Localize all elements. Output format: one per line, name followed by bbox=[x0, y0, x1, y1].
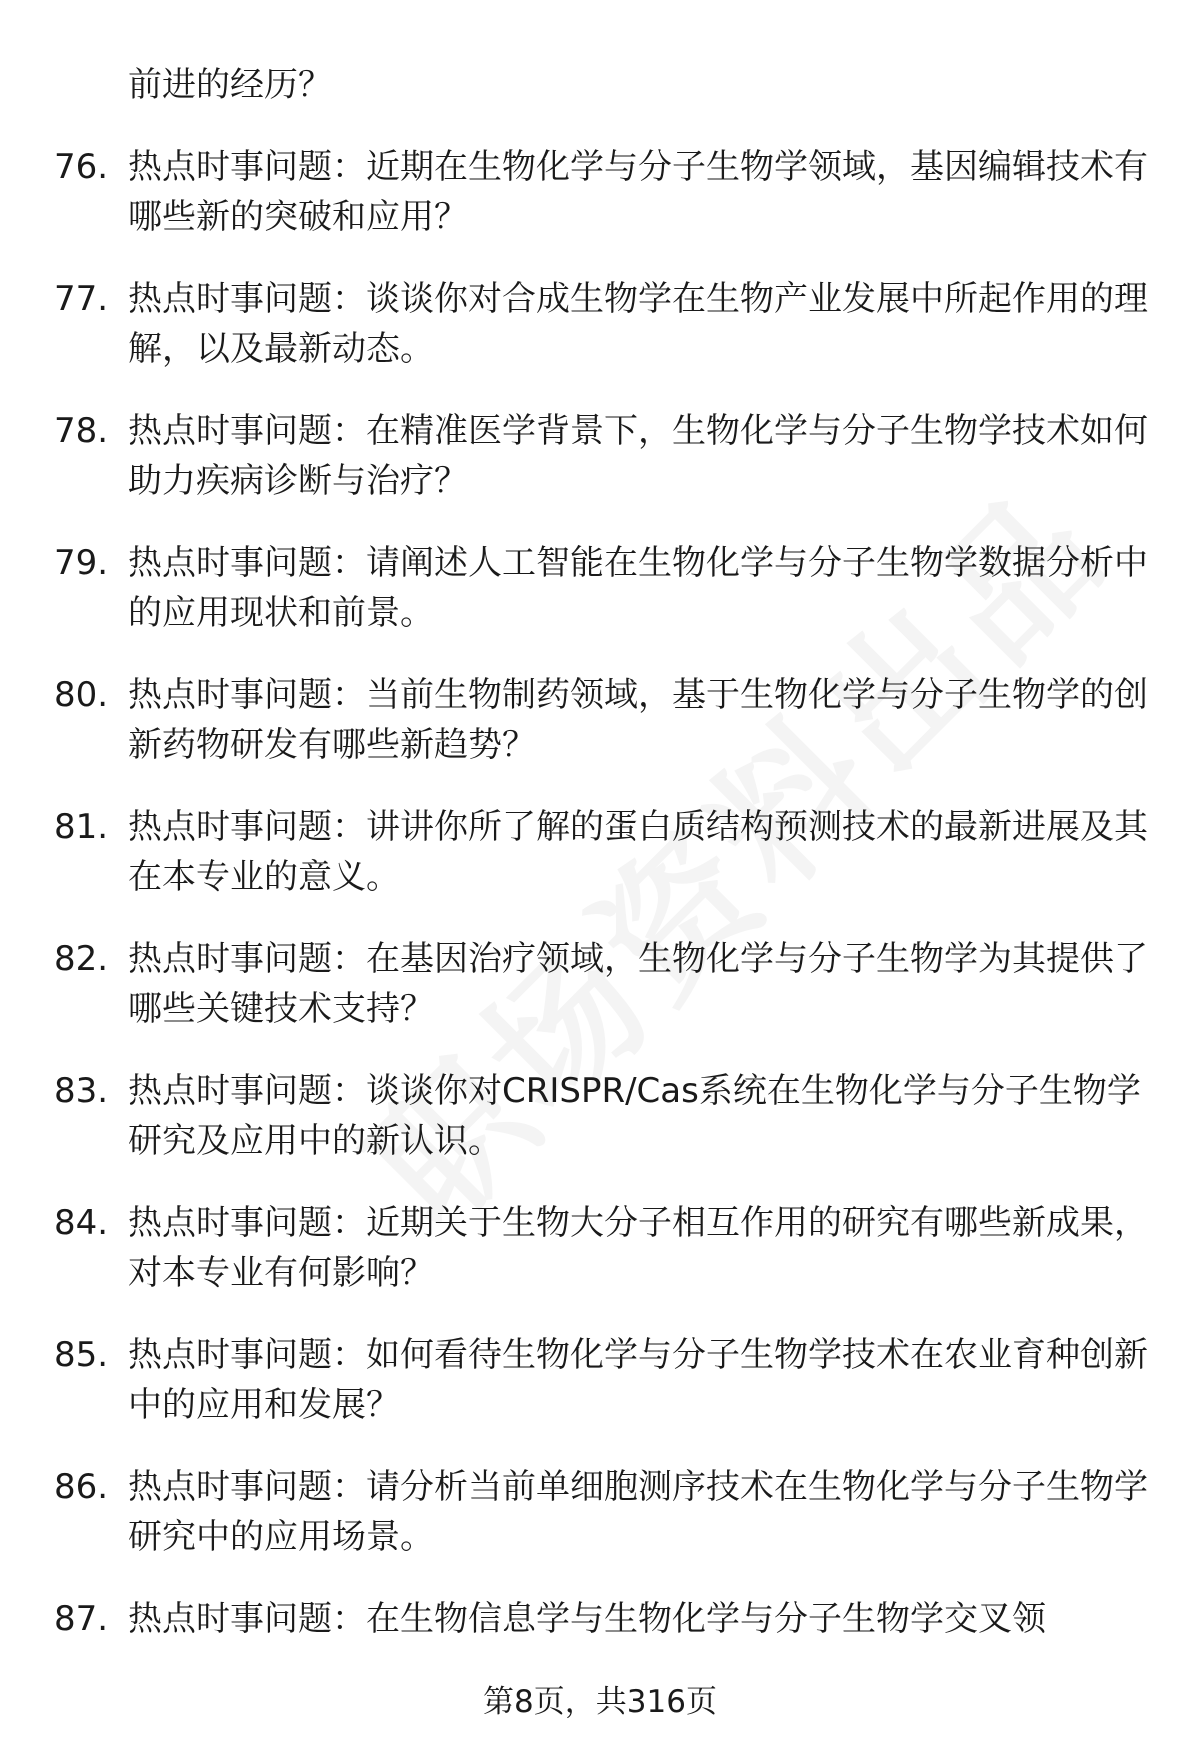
item-number: 87. bbox=[54, 1599, 109, 1639]
list-item bbox=[0, 1594, 1200, 1694]
item-number: 77. bbox=[54, 279, 109, 319]
item-text: 热点时事问题：近期在生物化学与分子生物学领域，基因编辑技术有哪些新的突破和应用？ bbox=[128, 147, 1148, 237]
page-footer: 第8页，共316页 bbox=[483, 1684, 717, 1720]
item-number: 78. bbox=[54, 411, 109, 451]
item-text: 热点时事问题：在精准医学背景下，生物化学与分子生物学技术如何助力疾病诊断与治疗？ bbox=[128, 411, 1148, 501]
item-text: 热点时事问题：请分析当前单细胞测序技术在生物化学与分子生物学研究中的应用场景。 bbox=[128, 1467, 1148, 1557]
list-item bbox=[0, 670, 1200, 770]
item-text: 热点时事问题：近期关于生物大分子相互作用的研究有哪些新成果，对本专业有何影响？ bbox=[128, 1203, 1148, 1293]
item-text: 热点时事问题：在生物信息学与生物化学与分子生物学交叉领 bbox=[128, 1599, 1046, 1639]
item-text: 热点时事问题：在基因治疗领域，生物化学与分子生物学为其提供了哪些关键技术支持？ bbox=[128, 939, 1148, 1029]
list-item bbox=[0, 934, 1200, 1034]
list-item bbox=[0, 406, 1200, 506]
item-number: 82. bbox=[54, 939, 109, 979]
list-item bbox=[0, 1066, 1200, 1166]
item-number: 76. bbox=[54, 147, 109, 187]
item-number: 84. bbox=[54, 1203, 109, 1243]
list-item bbox=[0, 1198, 1200, 1298]
list-item bbox=[0, 1462, 1200, 1562]
item-number: 79. bbox=[54, 543, 109, 583]
item-number: 86. bbox=[54, 1467, 109, 1507]
item-text: 热点时事问题：当前生物制药领域，基于生物化学与分子生物学的创新药物研发有哪些新趋势？ bbox=[128, 675, 1148, 765]
continuation-text: 前进的经历？ bbox=[128, 65, 332, 105]
question-list bbox=[0, 142, 1200, 1726]
list-item bbox=[0, 274, 1200, 374]
item-number: 80. bbox=[54, 675, 109, 715]
item-number: 83. bbox=[54, 1071, 109, 1111]
list-item bbox=[0, 538, 1200, 638]
item-text: 热点时事问题：如何看待生物化学与分子生物学技术在农业育种创新中的应用和发展？ bbox=[128, 1335, 1148, 1425]
item-text: 热点时事问题：请阐述人工智能在生物化学与分子生物学数据分析中的应用现状和前景。 bbox=[128, 543, 1148, 633]
item-number: 85. bbox=[54, 1335, 109, 1375]
item-number: 81. bbox=[54, 807, 109, 847]
list-item bbox=[0, 142, 1200, 242]
item-text: 热点时事问题：谈谈你对合成生物学在生物产业发展中所起作用的理解，以及最新动态。 bbox=[128, 279, 1148, 369]
item-text: 热点时事问题：谈谈你对CRISPR/Cas系统在生物化学与分子生物学研究及应用中的新认识。 bbox=[128, 1071, 1141, 1161]
item-text: 热点时事问题：讲讲你所了解的蛋白质结构预测技术的最新进展及其在本专业的意义。 bbox=[128, 807, 1148, 897]
list-item bbox=[0, 802, 1200, 902]
list-item bbox=[0, 1330, 1200, 1430]
